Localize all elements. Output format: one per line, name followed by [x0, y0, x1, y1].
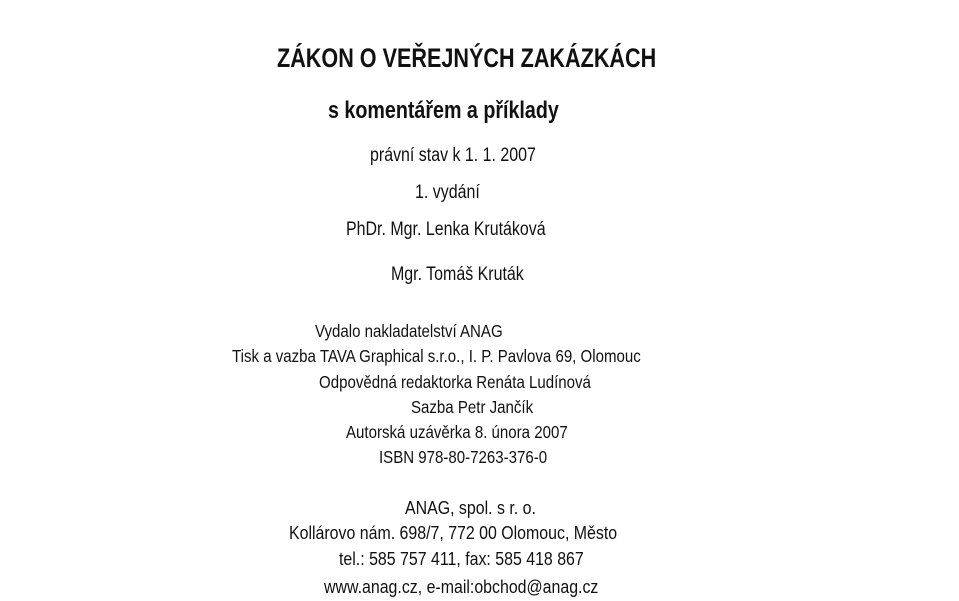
author-2: Mgr. Tomáš Kruták: [391, 264, 524, 285]
book-subtitle: s komentářem a příklady: [328, 97, 559, 124]
publisher-phone: tel.: 585 757 411, fax: 585 418 867: [339, 548, 584, 569]
legal-state: právní stav k 1. 1. 2007: [370, 145, 536, 166]
author-1: PhDr. Mgr. Lenka Krutáková: [346, 219, 546, 240]
imprint-typesetting: Sazba Petr Jančík: [411, 397, 534, 417]
book-title: ZÁKON O VEŘEJNÝCH ZAKÁZKÁCH: [277, 43, 657, 73]
imprint-publisher: Vydalo nakladatelství ANAG: [315, 321, 503, 341]
imprint-deadline: Autorská uzávěrka 8. února 2007: [346, 422, 568, 442]
edition: 1. vydání: [415, 182, 480, 203]
publisher-web: www.anag.cz, e-mail:obchod@anag.cz: [324, 576, 599, 597]
imprint-isbn: ISBN 978-80-7263-376-0: [379, 447, 548, 467]
imprint-editor: Odpovědná redaktorka Renáta Ludínová: [319, 372, 591, 392]
publisher-name: ANAG, spol. s r. o.: [405, 497, 536, 518]
imprint-printer: Tisk a vazba TAVA Graphical s.r.o., I. P. Pavlova 69, Olomouc: [232, 346, 641, 366]
publisher-address: Kollárovo nám. 698/7, 772 00 Olomouc, Město: [289, 522, 618, 543]
